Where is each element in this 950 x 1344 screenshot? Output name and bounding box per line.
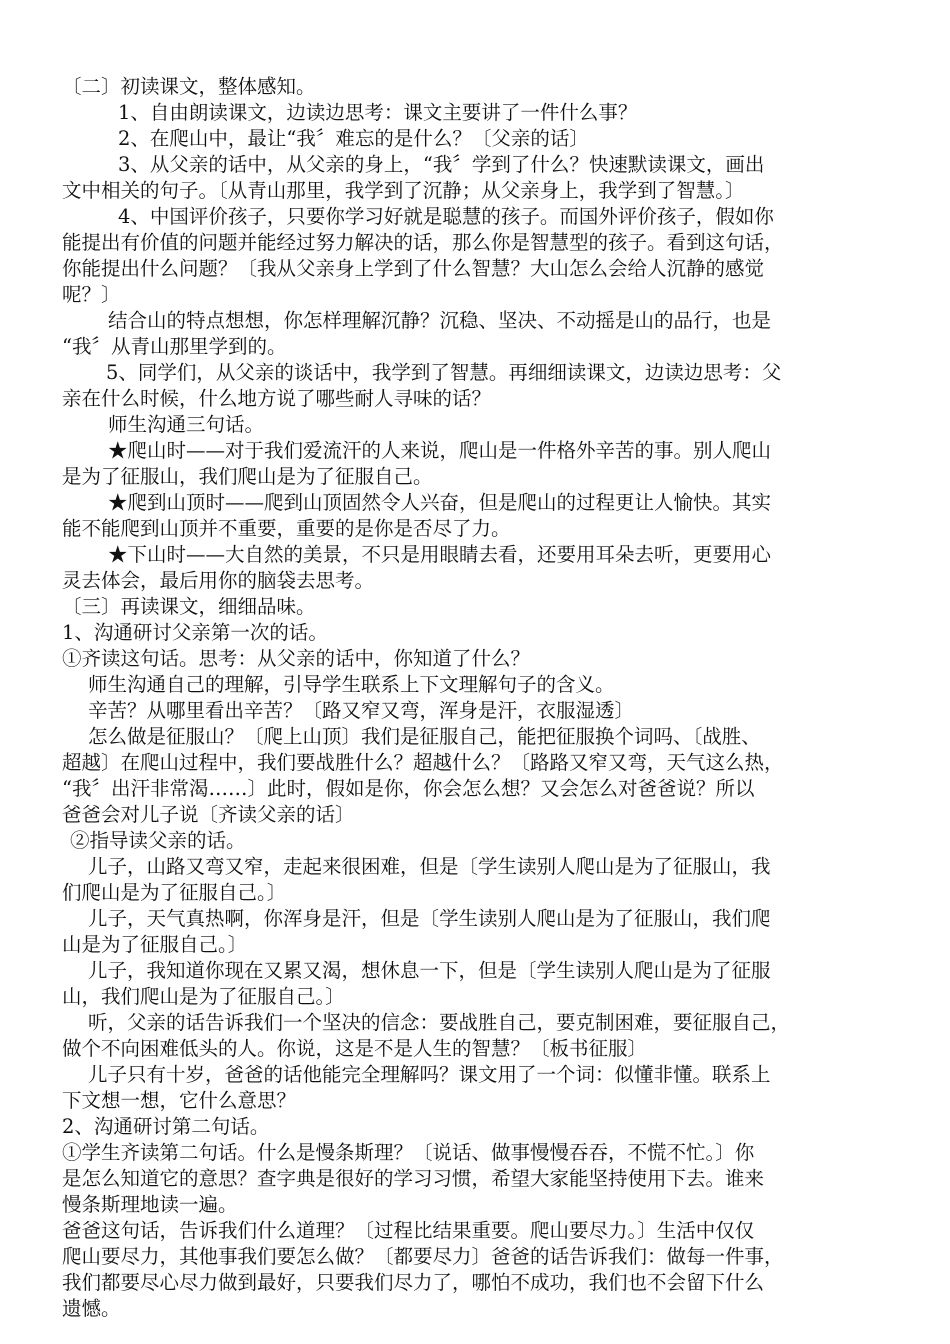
question-5: 5、同学们，从父亲的谈话中，我学到了智慧。再细细读课文，边读边思考：父: [106, 361, 782, 384]
star-item-descending: ★下山时——大自然的美景，不只是用眼睛去看，还要用耳朵去听，更要用心: [108, 543, 772, 566]
paragraph-continued: 做个不向困难低头的人。你说，这是不是人生的智慧？〔板书征服〕: [62, 1037, 648, 1060]
paragraph-continued: 们爬山是为了征服自己。〕: [62, 881, 287, 904]
star-item-climbing: ★爬山时——对于我们爱流汗的人来说，爬山是一件格外辛苦的事。别人爬山: [108, 439, 772, 462]
question-2: 2、在爬山中，最让“我〞难忘的是什么？〔父亲的话〕: [118, 127, 589, 150]
paragraph-continued: 慢条斯理地读一遍。: [62, 1193, 238, 1216]
star-item-summit-continued: 能不能爬到山顶并不重要，重要的是你是否尽了力。: [62, 517, 511, 540]
paragraph-continued: 爸爸会对儿子说〔齐读父亲的话〕: [62, 803, 355, 826]
paragraph: 儿子只有十岁，爸爸的话他能完全理解吗？课文用了一个词：似懂非懂。联系上: [88, 1063, 771, 1086]
step-2: ②指导读父亲的话。: [70, 829, 246, 852]
question-4-continued: 能提出有价值的问题并能经过努力解决的话，那么你是智慧型的孩子。看到这句话，: [62, 231, 784, 254]
paragraph: 儿子，我知道你现在又累又渴，想休息一下，但是〔学生读别人爬山是为了征服: [88, 959, 771, 982]
paragraph-continued: 山，我们爬山是为了征服自己。〕: [62, 985, 345, 1008]
paragraph: 怎么做是征服山？〔爬上山顶〕我们是征服自己，能把征服换个词吗、〔战胜、: [88, 725, 761, 748]
paragraph-calmness-continued: “我〞从青山那里学到的。: [62, 335, 287, 358]
section-heading-rereading: 〔三〕再读课文，细细品味。: [62, 595, 316, 618]
paragraph: 师生沟通自己的理解，引导学生联系上下文理解句子的含义。: [88, 673, 615, 696]
question-3: 3、从父亲的话中，从父亲的身上，“我〞学到了什么？快速默读课文，画出: [118, 153, 765, 176]
paragraph-calmness: 结合山的特点想想，你怎样理解沉静？沉稳、坚决、不动摇是山的品行，也是: [108, 309, 772, 332]
step-1: ①学生齐读第二句话。什么是慢条斯理？〔说话、做事慢慢吞吞，不慌不忙。〕你: [62, 1141, 755, 1164]
paragraph-continued: 超越〕在爬山过程中，我们要战胜什么？超越什么？〔路路又窄又弯，天气这么热，: [62, 751, 784, 774]
paragraph-continued: 爬山要尽力，其他事我们要怎么做？〔都要尽力〕爸爸的话告诉我们：做每一件事，: [62, 1245, 784, 1268]
question-4-continued: 你能提出什么问题？〔我从父亲身上学到了什么智慧？大山怎么会给人沉静的感觉: [62, 257, 765, 280]
star-item-climbing-continued: 是为了征服山，我们爬山是为了征服自己。: [62, 465, 433, 488]
paragraph: 儿子，山路又弯又窄，走起来很困难，但是〔学生读别人爬山是为了征服山，我: [88, 855, 771, 878]
subheading-1: 1、沟通研讨父亲第一次的话。: [62, 621, 328, 644]
step-1: ①齐读这句话。思考：从父亲的话中，你知道了什么？: [62, 647, 531, 670]
paragraph: 听，父亲的话告诉我们一个坚决的信念：要战胜自己，要克制困难，要征服自己，: [88, 1011, 791, 1034]
paragraph-continued: 是怎么知道它的意思？查字典是很好的学习习惯，希望大家能坚持使用下去。谁来: [62, 1167, 765, 1190]
paragraph: 辛苦？从哪里看出辛苦？〔路又窄又弯，浑身是汗，衣服湿透〕: [88, 699, 635, 722]
question-1: 1、自由朗读课文，边读边思考：课文主要讲了一件什么事？: [118, 101, 638, 124]
paragraph-three-sentences: 师生沟通三句话。: [108, 413, 265, 436]
section-heading-first-reading: 〔二〕初读课文，整体感知。: [62, 75, 316, 98]
paragraph: 爸爸这句话，告诉我们什么道理？〔过程比结果重要。爬山要尽力。〕生活中仅仅: [62, 1219, 755, 1242]
question-5-continued: 亲在什么时候，什么地方说了哪些耐人寻味的话？: [62, 387, 492, 410]
question-4: 4、中国评价孩子，只要你学习好就是聪慧的孩子。而国外评价孩子，假如你: [118, 205, 774, 228]
paragraph-continued: 遗憾。: [62, 1297, 121, 1320]
star-item-summit: ★爬到山顶时——爬到山顶固然令人兴奋，但是爬山的过程更让人愉快。其实: [108, 491, 772, 514]
star-item-descending-continued: 灵去体会，最后用你的脑袋去思考。: [62, 569, 375, 592]
paragraph: 儿子，天气真热啊，你浑身是汗，但是〔学生读别人爬山是为了征服山，我们爬: [88, 907, 771, 930]
subheading-2: 2、沟通研讨第二句话。: [62, 1115, 270, 1138]
paragraph-continued: “我〞出汗非常渴……〕此时，假如是你，你会怎么想？又会怎么对爸爸说？所以: [62, 777, 755, 800]
paragraph-continued: 下文想一想，它什么意思？: [62, 1089, 297, 1112]
paragraph-continued: 山是为了征服自己。〕: [62, 933, 248, 956]
paragraph-continued: 我们都要尽心尽力做到最好，只要我们尽力了，哪怕不成功，我们也不会留下什么: [62, 1271, 765, 1294]
question-3-continued: 文中相关的句子。〔从青山那里，我学到了沉静；从父亲身上，我学到了智慧。〕: [62, 179, 745, 202]
question-4-continued: 呢？〕: [62, 283, 121, 306]
